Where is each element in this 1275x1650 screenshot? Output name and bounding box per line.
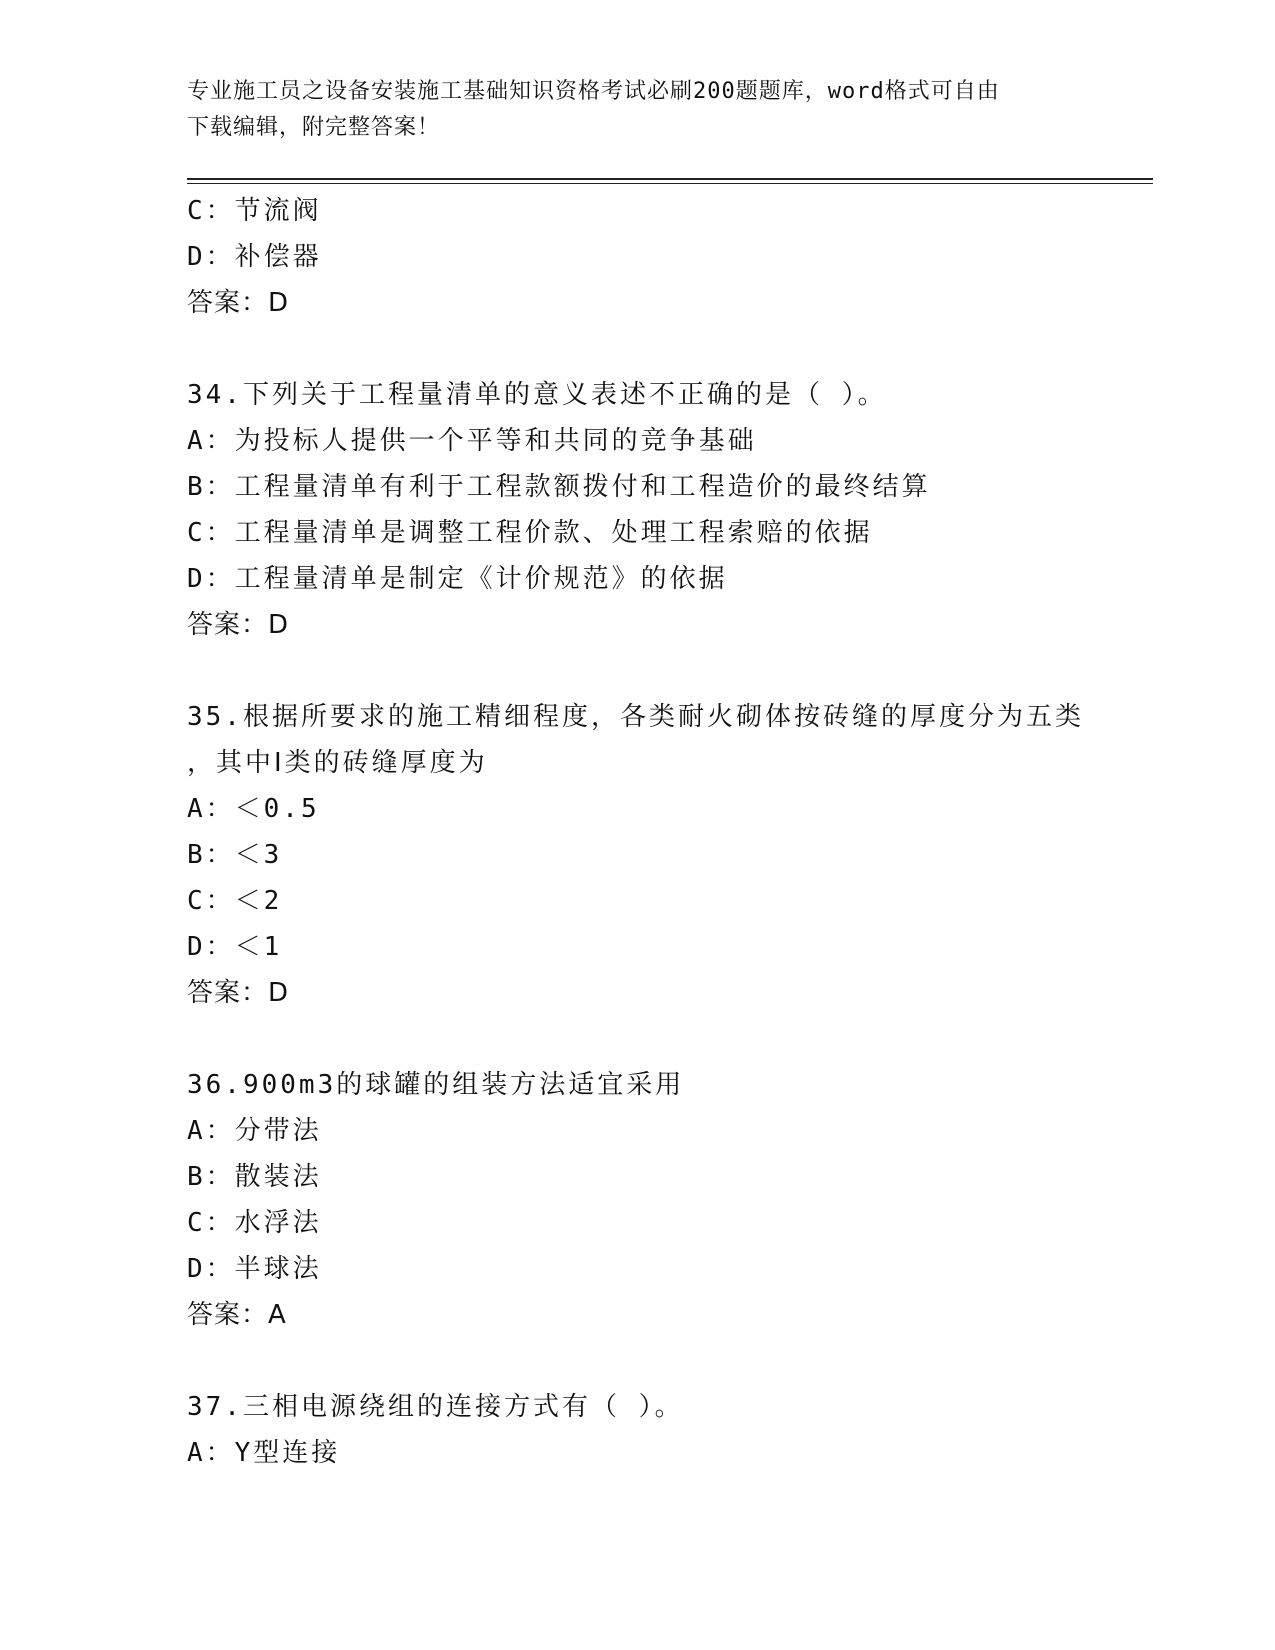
spacer [187, 648, 1153, 694]
header-divider-thin [187, 183, 1153, 184]
option-c: C：工程量清单是调整工程价款、处理工程索赔的依据 [187, 518, 873, 548]
header-line-2: 下载编辑，附完整答案！ [187, 115, 441, 140]
question-35 [187, 694, 1153, 1016]
spacer [187, 326, 1153, 372]
question-stem-line-1: 35.根据所要求的施工精细程度，各类耐火砌体按砖缝的厚度分为五类 [187, 702, 1084, 732]
answer: 答案：D [187, 978, 290, 1008]
document-header [187, 74, 1077, 146]
option-d: D：＜1 [187, 932, 283, 962]
answer: 答案：D [187, 288, 290, 318]
option-b: B：散装法 [187, 1162, 322, 1192]
option-a: A：为投标人提供一个平等和共同的竞争基础 [187, 426, 757, 456]
question-stem: 36.900m3的球罐的组装方法适宜采用 [187, 1070, 685, 1100]
option-a: A：＜0.5 [187, 794, 320, 824]
question-34 [187, 372, 1153, 648]
option-d: D：半球法 [187, 1254, 322, 1284]
question-stem: 34.下列关于工程量清单的意义表述不正确的是（ ）。 [187, 380, 887, 410]
answer: 答案：A [187, 1300, 287, 1330]
option-d: D：补偿器 [187, 242, 322, 272]
header-line-1: 专业施工员之设备安装施工基础知识资格考试必刷200题题库，word格式可自由 [187, 79, 1000, 104]
question-list [187, 188, 1153, 1476]
option-a: A：分带法 [187, 1116, 322, 1146]
option-c: C：节流阀 [187, 196, 322, 226]
question-37 [187, 1384, 1153, 1476]
question-36 [187, 1062, 1153, 1338]
option-c: C：水浮法 [187, 1208, 322, 1238]
question-33-tail [187, 188, 1153, 326]
option-a: A：Y型连接 [187, 1438, 341, 1468]
header-divider-thick [187, 178, 1153, 180]
option-c: C：＜2 [187, 886, 283, 916]
spacer [187, 1016, 1153, 1062]
option-b: B：＜3 [187, 840, 283, 870]
answer: 答案：D [187, 610, 290, 640]
spacer [187, 1338, 1153, 1384]
option-b: B：工程量清单有利于工程款额拨付和工程造价的最终结算 [187, 472, 931, 502]
question-stem-line-2: ，其中Ⅰ类的砖缝厚度为 [187, 748, 488, 778]
question-stem: 37.三相电源绕组的连接方式有（ ）。 [187, 1392, 684, 1422]
option-d: D：工程量清单是制定《计价规范》的依据 [187, 564, 728, 594]
